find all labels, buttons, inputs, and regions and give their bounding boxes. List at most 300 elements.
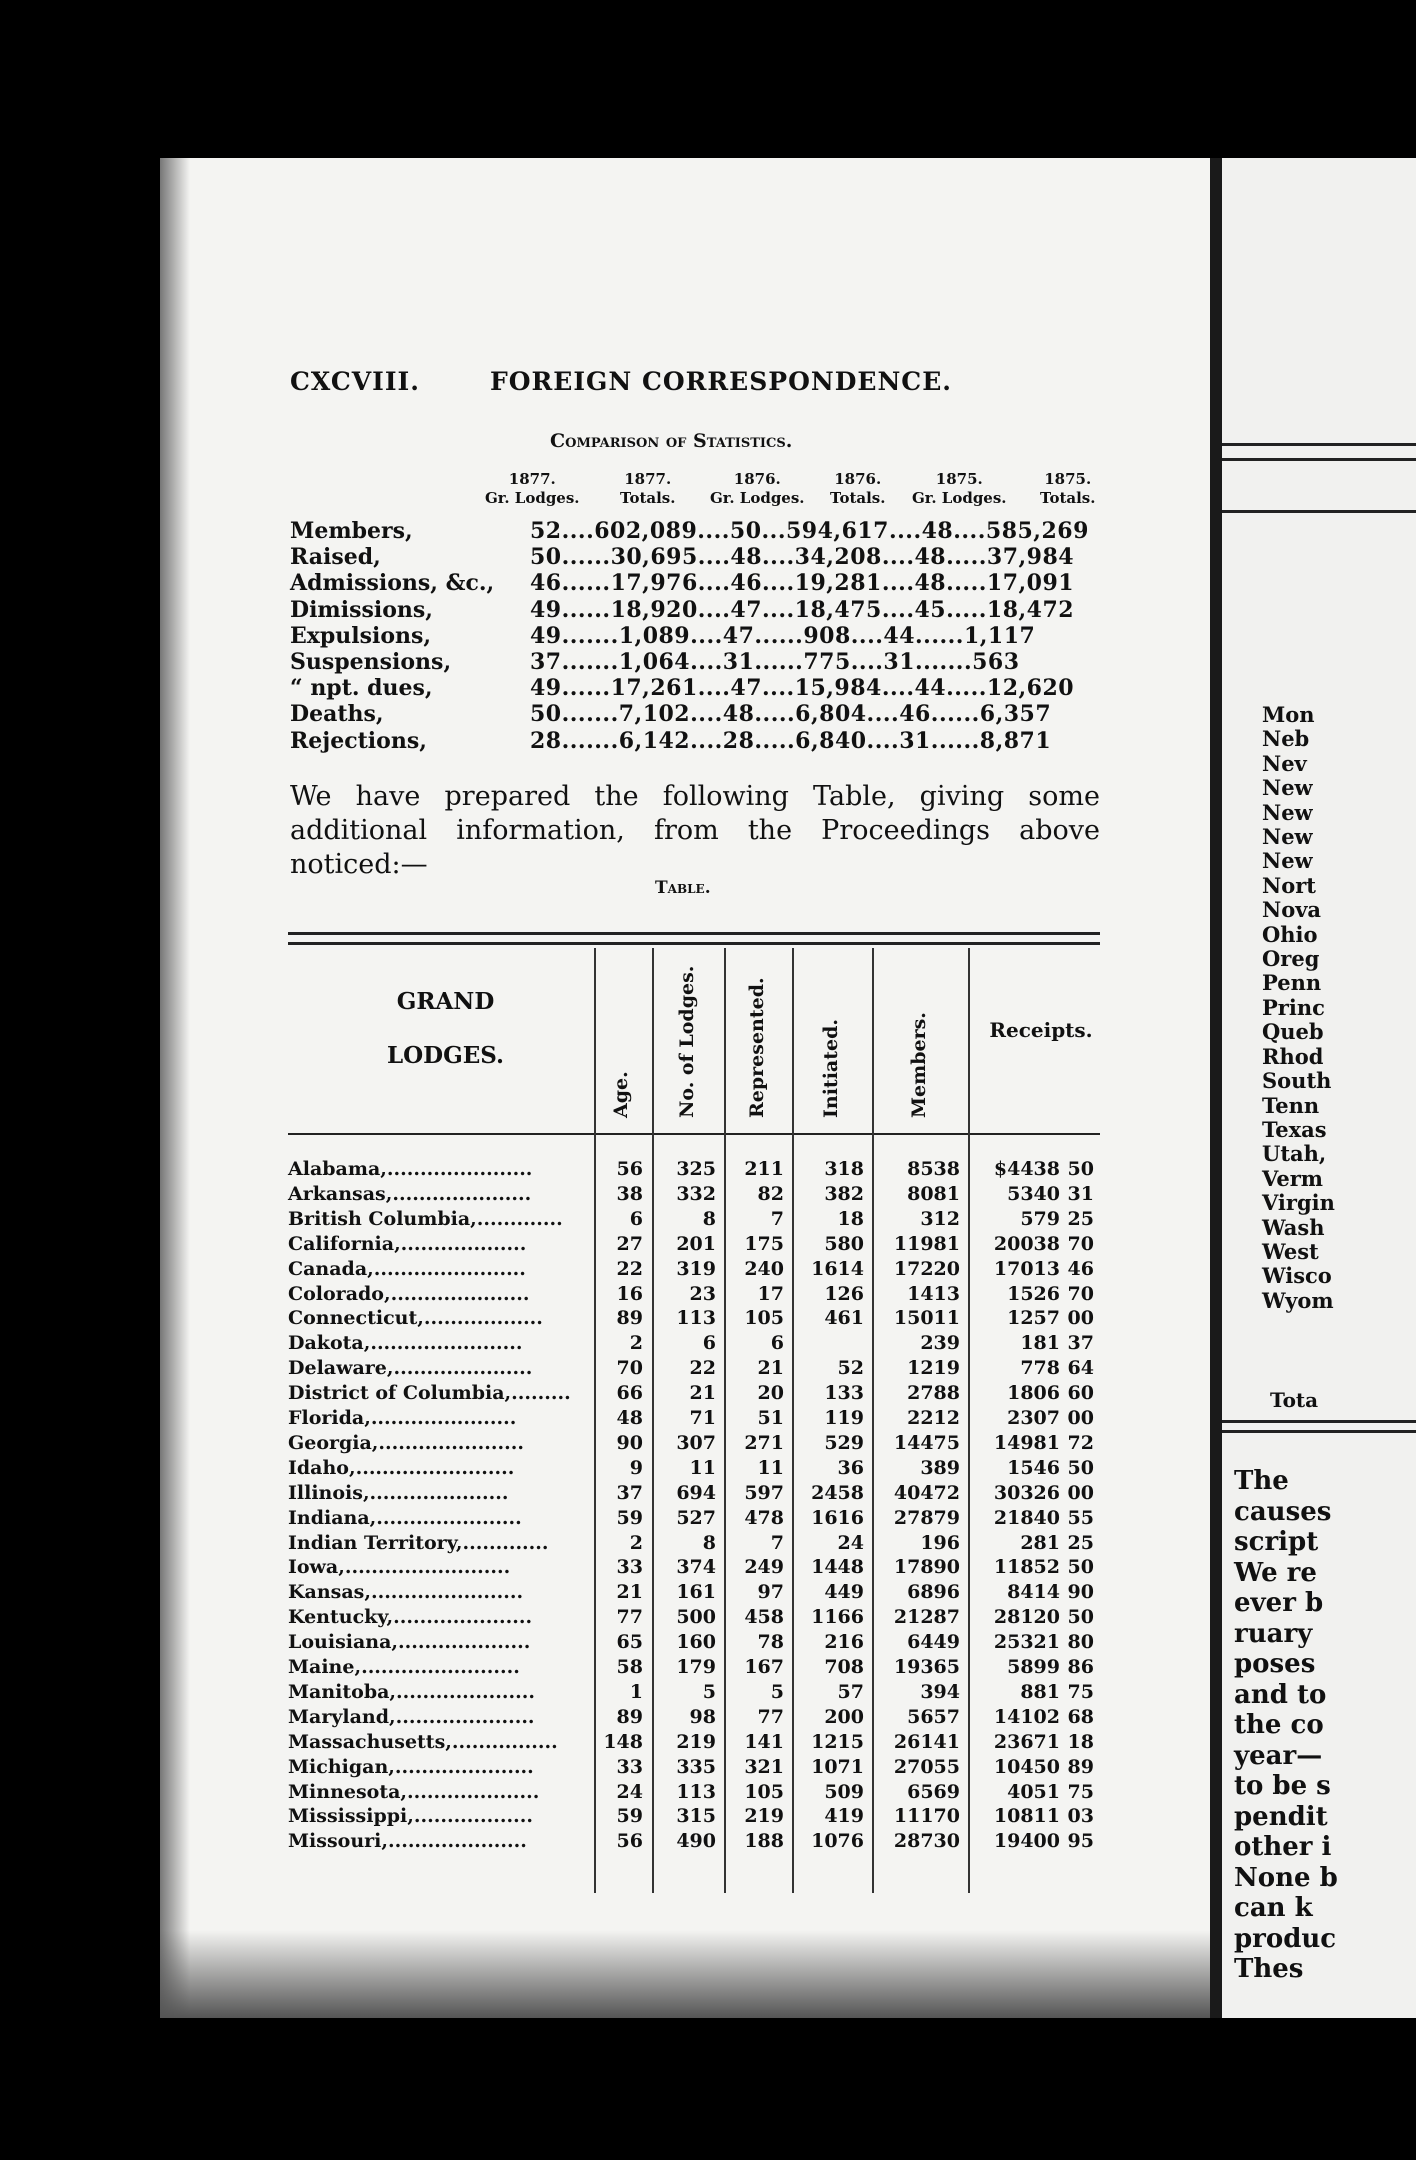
represented-value: 6 (770, 1332, 784, 1355)
represented-value: 219 (744, 1805, 784, 1828)
represented-value: 77 (757, 1705, 784, 1728)
right-page-list-item: Texas (1262, 1116, 1327, 1142)
initiated-value: 708 (824, 1656, 864, 1678)
right-page-text (1234, 1466, 1338, 1985)
header-initiated: Initiated. (820, 1019, 842, 1118)
right-page-list-item: West (1262, 1238, 1319, 1264)
initiated-value: 1215 (811, 1730, 864, 1753)
represented-value: 321 (744, 1755, 784, 1778)
receipts-cents: 25 (1067, 1531, 1094, 1554)
members-value: 17220 (893, 1257, 960, 1280)
lodges-value: 179 (676, 1656, 716, 1678)
represented-value: 7 (770, 1207, 784, 1230)
right-page-rule (1222, 1420, 1416, 1423)
members-value: 19365 (893, 1656, 960, 1678)
right-page-text-line: Thes (1234, 1954, 1304, 1984)
represented-value: 105 (744, 1780, 784, 1803)
represented-value: 97 (757, 1581, 784, 1604)
right-page-text-line: We re (1234, 1557, 1317, 1588)
represented-value: 17 (757, 1282, 784, 1305)
table-row (288, 1357, 1100, 1381)
lodges-value: 8 (702, 1531, 716, 1554)
receipts-cents: 68 (1067, 1705, 1094, 1728)
right-page-state-list (1262, 703, 1335, 1313)
initiated-value: 126 (824, 1282, 864, 1305)
represented-value: 458 (744, 1606, 784, 1629)
members-value: 15011 (893, 1307, 960, 1330)
lodges-value: 500 (676, 1606, 716, 1629)
comparison-row (290, 675, 1100, 701)
right-page-rule (1222, 443, 1416, 446)
lodge-name: Missouri,..................... (288, 1830, 527, 1853)
receipts-dollars: 14981 (993, 1431, 1060, 1454)
age-value: 21 (616, 1581, 643, 1604)
members-value: 6569 (907, 1780, 960, 1803)
right-page-text-line: the co (1234, 1710, 1324, 1740)
table-row (288, 1233, 1100, 1257)
initiated-value: 1071 (811, 1755, 864, 1778)
receipts-cents: 86 (1067, 1656, 1094, 1678)
members-value: 17890 (893, 1556, 960, 1579)
table-row (288, 1507, 1100, 1531)
initiated-value: 382 (824, 1182, 864, 1205)
receipts-cents: 00 (1067, 1407, 1094, 1429)
comparison-row (290, 570, 1100, 596)
initiated-value: 1616 (811, 1506, 864, 1529)
right-page-list-item: Ohio (1262, 921, 1318, 947)
header-lodges: LODGES. (386, 1042, 505, 1069)
table-row (288, 1183, 1100, 1207)
represented-value: 478 (744, 1506, 784, 1529)
receipts-dollars: 11852 (993, 1556, 1060, 1579)
initiated-value: 57 (837, 1680, 864, 1703)
lodge-name: Indiana,...................... (288, 1506, 522, 1529)
initiated-value: 24 (837, 1531, 864, 1554)
right-page-list-item: Princ (1262, 994, 1325, 1020)
lodge-name: Dakota,....................... (288, 1332, 523, 1355)
represented-value: 249 (744, 1556, 784, 1579)
right-page-list-item: Wisco (1262, 1263, 1332, 1289)
table-row (288, 1631, 1100, 1655)
receipts-cents: 25 (1067, 1207, 1094, 1230)
receipts-dollars: 1526 (1007, 1282, 1060, 1305)
lodge-name: Kansas,....................... (288, 1581, 524, 1604)
header-members: Members. (908, 1012, 930, 1118)
members-value: 27879 (893, 1506, 960, 1529)
comparison-col-head: 1876. Gr. Lodges. (710, 470, 805, 507)
lodge-name: Mississippi,.................. (288, 1805, 533, 1828)
receipts-dollars: 579 (1020, 1207, 1060, 1230)
comparison-row-label: Rejections, (290, 727, 427, 754)
comparison-row-values: 46......17,976....46....19,281....48.....17,091 (530, 570, 1075, 597)
lodges-value: 201 (676, 1232, 716, 1255)
represented-value: 78 (757, 1631, 784, 1654)
lodge-name: Idaho,........................ (288, 1456, 515, 1479)
comparison-row-values: 49......17,261....47....15,984....44.....12,620 (530, 675, 1075, 702)
receipts-cents: 55 (1067, 1506, 1094, 1529)
receipts-cents: 60 (1067, 1382, 1094, 1405)
page-folio: CXCVIII. (290, 367, 420, 396)
members-value: 1413 (907, 1282, 960, 1305)
members-value: 27055 (893, 1755, 960, 1778)
represented-value: 20 (757, 1382, 784, 1405)
header-represented: Represented. (746, 977, 768, 1118)
age-value: 22 (616, 1257, 643, 1280)
table-row (288, 1457, 1100, 1481)
lodge-name: Connecticut,.................. (288, 1307, 543, 1330)
table-row (288, 1158, 1100, 1182)
right-page-list-item: New (1262, 848, 1313, 874)
right-page-text-line: year— (1234, 1740, 1323, 1771)
comparison-col-head: 1877. Totals. (620, 470, 676, 507)
receipts-cents: 31 (1067, 1182, 1094, 1205)
lodges-value: 21 (689, 1382, 716, 1405)
lodges-value: 8 (702, 1207, 716, 1230)
table-row (288, 1208, 1100, 1232)
receipts-dollars: 281 (1020, 1531, 1060, 1554)
lodges-value: 71 (689, 1407, 716, 1429)
right-page-text-line: and to (1234, 1679, 1327, 1710)
receipts-dollars: 30326 (993, 1481, 1060, 1504)
comparison-row-label: Members, (290, 518, 413, 544)
right-page-text-line: can k (1234, 1893, 1313, 1923)
initiated-value: 52 (837, 1357, 864, 1380)
members-value: 6896 (907, 1581, 960, 1604)
right-page-text-line: poses (1234, 1649, 1316, 1679)
right-page-list-item: Rhod (1262, 1043, 1324, 1069)
table-row (288, 1332, 1100, 1356)
age-value: 66 (616, 1382, 643, 1405)
lodges-value: 5 (702, 1680, 716, 1703)
receipts-cents: 46 (1067, 1257, 1094, 1280)
right-page-list-item: Utah, (1262, 1141, 1327, 1167)
members-value: 8538 (907, 1158, 960, 1180)
lodges-value: 219 (676, 1730, 716, 1753)
lodges-value: 374 (676, 1556, 716, 1579)
lodge-name: Canada,....................... (288, 1257, 526, 1280)
receipts-dollars: 1546 (1007, 1456, 1060, 1479)
lodge-name: Alabama,...................... (288, 1158, 533, 1180)
lodges-value: 325 (676, 1158, 716, 1180)
lodge-name: Massachusetts,................ (288, 1730, 558, 1753)
represented-value: 188 (744, 1830, 784, 1853)
members-value: 2788 (907, 1382, 960, 1405)
table-row (288, 1656, 1100, 1680)
lodges-value: 11 (689, 1456, 716, 1479)
initiated-value: 133 (824, 1382, 864, 1405)
receipts-cents: 00 (1067, 1307, 1094, 1330)
table-row (288, 1532, 1100, 1556)
lodge-name: British Columbia,............. (288, 1207, 563, 1230)
receipts-cents: 70 (1067, 1282, 1094, 1305)
represented-value: 597 (744, 1481, 784, 1504)
lodges-value: 22 (689, 1357, 716, 1380)
receipts-dollars: 14102 (993, 1705, 1060, 1728)
receipts-dollars: $4438 (993, 1158, 1060, 1180)
initiated-value: 1166 (811, 1606, 864, 1629)
receipts-dollars: 21840 (993, 1506, 1060, 1529)
right-page-text-line: script (1234, 1527, 1319, 1557)
receipts-cents: 50 (1067, 1556, 1094, 1579)
members-value: 8081 (907, 1182, 960, 1205)
lodge-name: Louisiana,.................... (288, 1631, 531, 1654)
right-page-text-line: causes (1234, 1496, 1332, 1527)
initiated-value: 461 (824, 1307, 864, 1330)
receipts-dollars: 1257 (1007, 1307, 1060, 1330)
right-page-list-item: South (1262, 1068, 1332, 1094)
receipts-cents: 75 (1067, 1680, 1094, 1703)
receipts-dollars: 5899 (1007, 1656, 1060, 1678)
right-page-list-item: Tenn (1262, 1092, 1320, 1118)
members-value: 196 (920, 1531, 960, 1554)
right-page-list-item: Wash (1262, 1214, 1325, 1240)
receipts-cents: 90 (1067, 1581, 1094, 1604)
right-page-list-item: New (1262, 799, 1313, 825)
comparison-col-head: 1876. Totals. (830, 470, 886, 507)
members-value: 239 (920, 1332, 960, 1355)
right-page (1222, 158, 1416, 2018)
age-value: 59 (616, 1506, 643, 1529)
represented-value: 240 (744, 1257, 784, 1280)
table-row (288, 1382, 1100, 1406)
age-value: 89 (616, 1705, 643, 1728)
comparison-row (290, 649, 1100, 675)
lodges-value: 6 (702, 1332, 716, 1355)
table-row (288, 1283, 1100, 1307)
age-value: 38 (616, 1182, 643, 1205)
right-page-list-item: New (1262, 824, 1313, 850)
receipts-cents: 89 (1067, 1755, 1094, 1778)
lodges-value: 161 (676, 1581, 716, 1604)
receipts-dollars: 4051 (1007, 1780, 1060, 1803)
receipts-cents: 64 (1067, 1357, 1094, 1380)
lodge-name: Illinois,..................... (288, 1481, 509, 1504)
represented-value: 51 (757, 1407, 784, 1429)
age-value: 2 (629, 1332, 643, 1355)
table-title: Table. (655, 878, 711, 898)
table-rule (288, 1133, 1100, 1135)
initiated-value: 36 (837, 1456, 864, 1479)
represented-value: 21 (757, 1357, 784, 1380)
lodges-value: 113 (676, 1780, 716, 1803)
receipts-dollars: 881 (1020, 1680, 1060, 1703)
lodge-name: Colorado,..................... (288, 1282, 530, 1305)
right-page-text-line: produc (1234, 1923, 1337, 1954)
lodge-name: Iowa,......................... (288, 1556, 511, 1579)
receipts-cents: 50 (1067, 1606, 1094, 1629)
lodge-name: California,................... (288, 1232, 527, 1255)
table-row (288, 1805, 1100, 1829)
table-row (288, 1681, 1100, 1705)
lodges-value: 307 (676, 1431, 716, 1454)
receipts-cents: 70 (1067, 1232, 1094, 1255)
comparison-row-label: Deaths, (290, 701, 384, 728)
lodges-value: 694 (676, 1481, 716, 1504)
age-value: 37 (616, 1481, 643, 1504)
age-value: 59 (616, 1805, 643, 1828)
right-page-total: Tota (1270, 1388, 1319, 1412)
initiated-value: 216 (824, 1631, 864, 1654)
right-page-list-item: Virgin (1262, 1190, 1335, 1216)
lodge-name: District of Columbia,......... (288, 1382, 571, 1405)
receipts-dollars: 28120 (993, 1606, 1060, 1629)
comparison-row-label: Expulsions, (290, 622, 432, 649)
age-value: 33 (616, 1755, 643, 1778)
initiated-value: 1614 (811, 1257, 864, 1280)
lodge-name: Maryland,..................... (288, 1705, 535, 1728)
right-page-list-item: Nova (1262, 897, 1322, 923)
initiated-value: 18 (837, 1207, 864, 1230)
age-value: 56 (616, 1830, 643, 1853)
table-row (288, 1731, 1100, 1755)
age-value: 27 (616, 1232, 643, 1255)
receipts-dollars: 181 (1020, 1332, 1060, 1355)
lodges-value: 315 (676, 1805, 716, 1828)
lodge-name: Florida,...................... (288, 1407, 517, 1429)
receipts-cents: 80 (1067, 1631, 1094, 1654)
table-rule (288, 932, 1100, 935)
receipts-cents: 18 (1067, 1730, 1094, 1753)
receipts-dollars: 8414 (1007, 1581, 1060, 1604)
right-page-list-item: Penn (1262, 970, 1322, 996)
lodges-value: 160 (676, 1631, 716, 1654)
initiated-value: 200 (824, 1705, 864, 1728)
receipts-dollars: 19400 (993, 1830, 1060, 1853)
header-receipts: Receipts. (989, 1018, 1093, 1042)
receipts-dollars: 5340 (1007, 1182, 1060, 1205)
right-page-rule (1222, 458, 1416, 461)
receipts-cents: 00 (1067, 1481, 1094, 1504)
table-row (288, 1432, 1100, 1456)
represented-value: 82 (757, 1182, 784, 1205)
receipts-cents: 95 (1067, 1830, 1094, 1853)
right-page-list-item: Nev (1262, 750, 1307, 776)
represented-value: 167 (744, 1656, 784, 1678)
table-row (288, 1706, 1100, 1730)
members-value: 11981 (893, 1232, 960, 1255)
page-shadow-left (160, 158, 190, 2018)
right-page-list-item: Verm (1262, 1165, 1324, 1191)
comparison-col-head: 1875. Gr. Lodges. (912, 470, 1007, 507)
represented-value: 7 (770, 1531, 784, 1554)
table-row (288, 1606, 1100, 1630)
right-page-list-item: Oreg (1262, 946, 1320, 972)
members-value: 389 (920, 1456, 960, 1479)
table-row (288, 1581, 1100, 1605)
comparison-row-values: 49.......1,089....47......908....44......1,117 (530, 622, 1036, 649)
receipts-cents: 03 (1067, 1805, 1094, 1828)
age-value: 90 (616, 1431, 643, 1454)
receipts-dollars: 1806 (1007, 1382, 1060, 1405)
header-no-of-lodges: No. of Lodges. (676, 965, 698, 1118)
initiated-value: 119 (824, 1407, 864, 1429)
lodge-name: Michigan,..................... (288, 1755, 534, 1778)
receipts-cents: 37 (1067, 1332, 1094, 1355)
initiated-value: 419 (824, 1805, 864, 1828)
age-value: 1 (629, 1680, 643, 1703)
age-value: 56 (616, 1158, 643, 1180)
comparison-row-values: 28.......6,142....28.....6,840....31......8,871 (530, 727, 1052, 754)
represented-value: 141 (744, 1730, 784, 1753)
initiated-value: 1076 (811, 1830, 864, 1853)
members-value: 26141 (893, 1730, 960, 1753)
lodges-value: 23 (689, 1282, 716, 1305)
right-page-text-line: ruary (1234, 1618, 1313, 1649)
lodges-value: 113 (676, 1307, 716, 1330)
age-value: 148 (603, 1730, 643, 1753)
comparison-col-head: 1875. Totals. (1040, 470, 1096, 507)
comparison-row-values: 37.......1,064....31......775....31.......563 (530, 649, 1020, 675)
age-value: 89 (616, 1307, 643, 1330)
comparison-row-values: 52....602,089....50...594,617....48....585,269 (530, 518, 1089, 544)
right-page-text-line: The (1234, 1466, 1289, 1496)
right-page-text-line: None b (1234, 1862, 1338, 1893)
members-value: 14475 (893, 1431, 960, 1454)
comparison-row-values: 50.......7,102....48.....6,804....46......6,357 (530, 701, 1052, 728)
lodge-name: Delaware,..................... (288, 1357, 533, 1380)
represented-value: 11 (757, 1456, 784, 1479)
receipts-dollars: 25321 (993, 1631, 1060, 1654)
receipts-dollars: 20038 (993, 1232, 1060, 1255)
running-title: FOREIGN CORRESPONDENCE. (490, 367, 952, 396)
comparison-row-values: 49......18,920....47....18,475....45.....18,472 (530, 596, 1075, 623)
age-value: 77 (616, 1606, 643, 1629)
lodges-value: 490 (676, 1830, 716, 1853)
comparison-row (290, 544, 1100, 570)
receipts-dollars: 23671 (993, 1730, 1060, 1753)
header-age: Age. (610, 1071, 632, 1118)
age-value: 2 (629, 1531, 643, 1554)
initiated-value: 318 (824, 1158, 864, 1180)
comparison-row (290, 728, 1100, 754)
receipts-dollars: 10450 (993, 1755, 1060, 1778)
lodge-name: Georgia,...................... (288, 1431, 524, 1454)
comparison-title: Comparison of Statistics. (550, 430, 793, 452)
right-page-list-item: Neb (1262, 726, 1310, 752)
grand-lodges-table (288, 918, 1100, 1893)
table-row (288, 1781, 1100, 1805)
age-value: 48 (616, 1407, 643, 1429)
lodges-value: 319 (676, 1257, 716, 1280)
right-page-list-item: New (1262, 775, 1313, 801)
lodge-name: Maine,........................ (288, 1656, 520, 1678)
table-row (288, 1307, 1100, 1331)
comparison-row (290, 518, 1100, 544)
receipts-cents: 75 (1067, 1780, 1094, 1803)
lodges-value: 335 (676, 1755, 716, 1778)
table-row (288, 1756, 1100, 1780)
comparison-row (290, 701, 1100, 727)
age-value: 24 (616, 1780, 643, 1803)
table-row (288, 1556, 1100, 1580)
represented-value: 105 (744, 1307, 784, 1330)
comparison-row-label: Raised, (290, 544, 381, 571)
age-value: 33 (616, 1556, 643, 1579)
right-page-text-line: pendit (1234, 1801, 1328, 1832)
members-value: 394 (920, 1680, 960, 1703)
initiated-value: 509 (824, 1780, 864, 1803)
right-page-list-item: Nort (1262, 872, 1316, 898)
members-value: 1219 (907, 1357, 960, 1380)
members-value: 28730 (893, 1830, 960, 1853)
receipts-dollars: 17013 (993, 1257, 1060, 1280)
right-page-list-item: Queb (1262, 1019, 1324, 1045)
initiated-value: 449 (824, 1581, 864, 1604)
lodge-name: Arkansas,..................... (288, 1182, 532, 1205)
age-value: 58 (616, 1656, 643, 1678)
lodge-name: Kentucky,..................... (288, 1606, 533, 1629)
comparison-col-head: 1877. Gr. Lodges. (485, 470, 580, 507)
